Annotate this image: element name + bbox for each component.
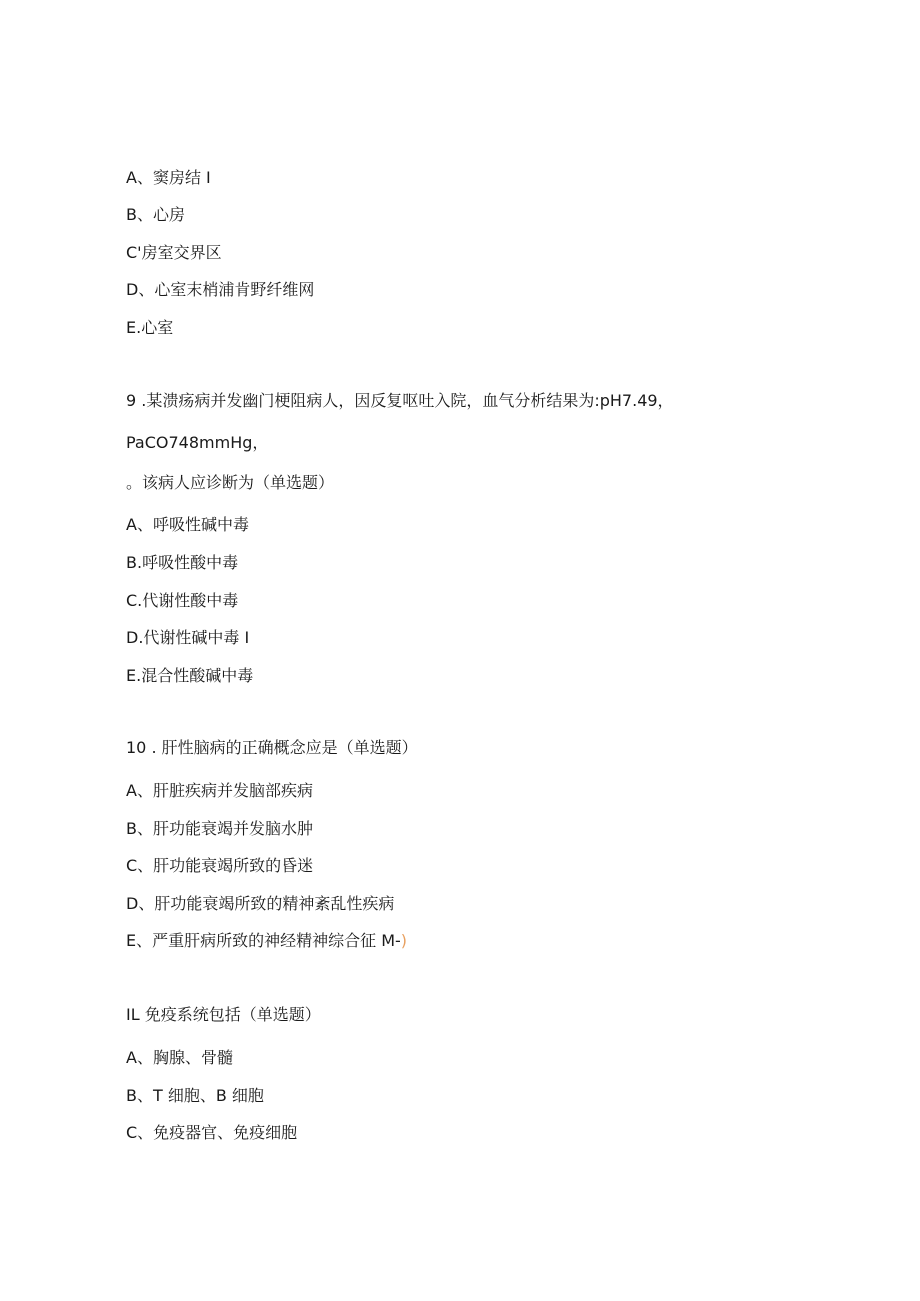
q10-stem: 10 . 肝性脑病的正确概念应是（单选题） [126, 738, 418, 757]
q9-stem-line1: 9 .某溃疡病并发幽门梗阻病人，因反复呕吐入院，血气分析结果为:pH7.49， [126, 391, 674, 410]
q11-option-c: C、免疫器官、免疫细胞 [126, 1123, 298, 1142]
q9-stem-line2: PaCO748mmHg， [126, 433, 269, 452]
q10-option-b: B、肝功能衰竭并发脑水肿 [126, 819, 313, 838]
q10-option-e-text: E、严重肝病所致的神经精神综合征 M- [126, 931, 401, 950]
q9-option-c: C.代谢性酸中毒 [126, 591, 239, 610]
q8-option-d: D、心室末梢浦肯野纤维网 [126, 280, 315, 299]
q10-option-a: A、肝脏疾病并发脑部疾病 [126, 781, 313, 800]
q8-option-a: A、窦房结 I [126, 168, 211, 187]
q8-option-e: E.心室 [126, 318, 174, 337]
q8-option-b: B、心房 [126, 205, 185, 224]
q10-option-e [126, 930, 407, 952]
q9-option-e: E.混合性酸碱中毒 [126, 666, 254, 685]
q10-option-e-mark: ) [400, 931, 408, 950]
q9-option-a: A、呼吸性碱中毒 [126, 515, 249, 534]
q9-stem-line3: 。该病人应诊断为（单选题） [126, 473, 335, 492]
q9-option-b: B.呼吸性酸中毒 [126, 553, 239, 572]
q10-option-c: C、肝功能衰竭所致的昏迷 [126, 856, 314, 875]
q8-option-c: C'房室交界区 [126, 243, 222, 262]
q11-stem: IL 免疫系统包括（单选题） [126, 1005, 321, 1024]
q11-option-a: A、胸腺、骨髓 [126, 1048, 233, 1067]
q10-option-d: D、肝功能衰竭所致的精神紊乱性疾病 [126, 894, 395, 913]
q9-option-d: D.代谢性碱中毒 I [126, 628, 250, 647]
q11-option-b: B、T 细胞、B 细胞 [126, 1086, 264, 1105]
